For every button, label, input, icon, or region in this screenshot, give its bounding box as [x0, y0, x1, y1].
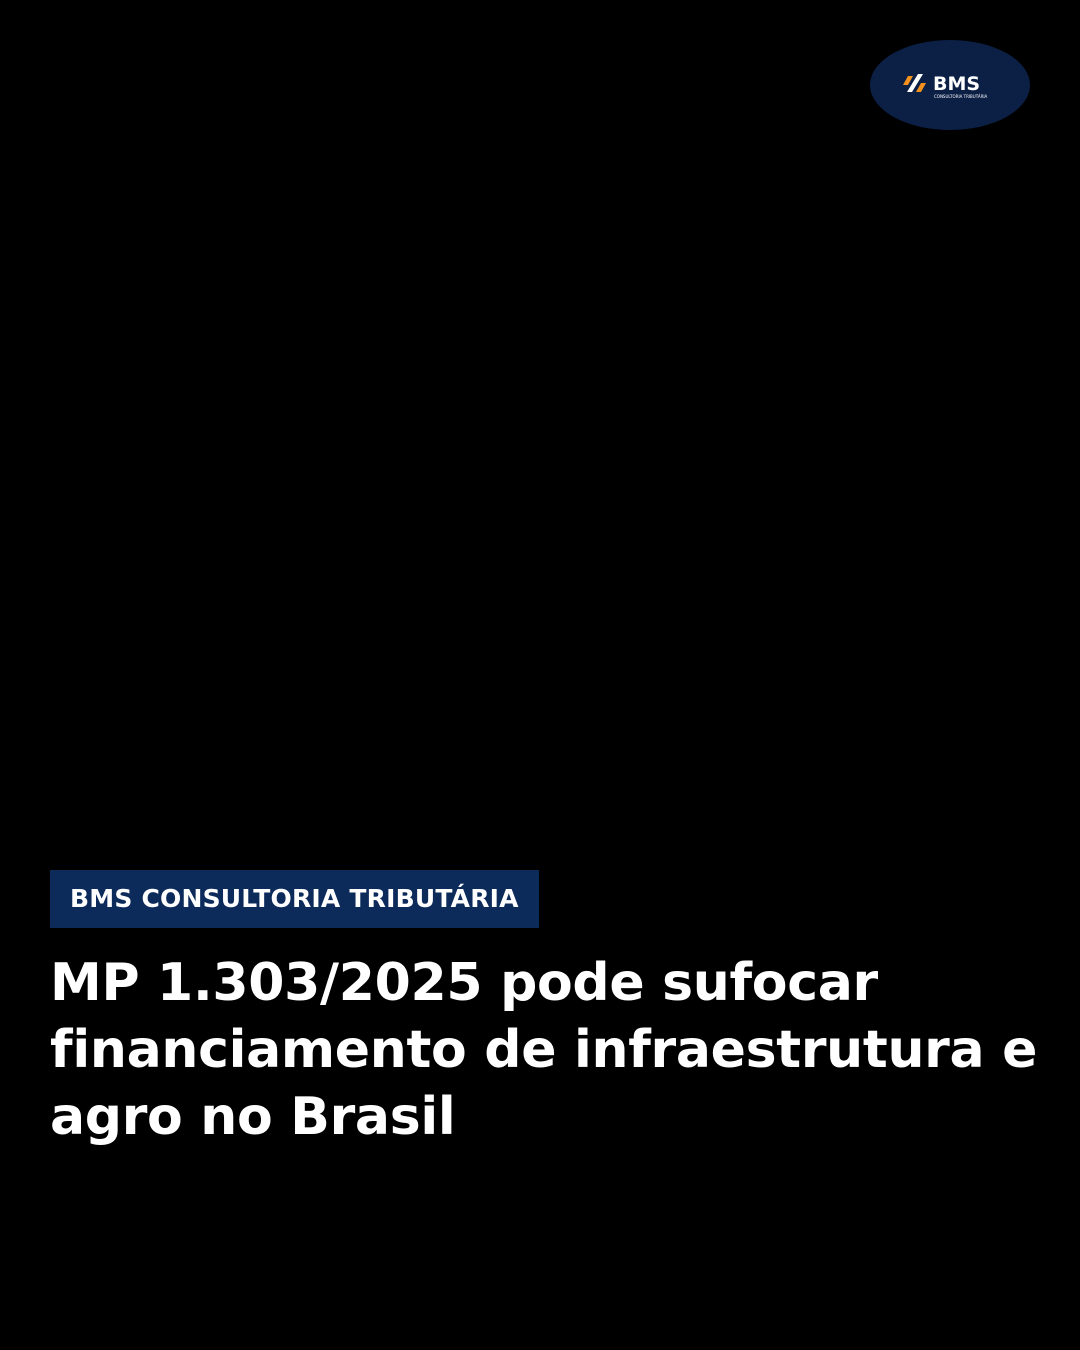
bms-logo-mark: [870, 40, 1030, 130]
headline: MP 1.303/2025 pode sufocar financiamento de infraestrutura e agro no Brasil: [50, 953, 1038, 1147]
bms-logo-subtitle: CONSULTORIA TRIBUTÁRIA: [934, 94, 988, 99]
category-tag: BMS CONSULTORIA TRIBUTÁRIA: [50, 870, 539, 928]
bms-logo: [870, 40, 1030, 130]
bms-logo-text: BMS: [933, 73, 981, 95]
bms-logo-icon: [903, 74, 926, 92]
